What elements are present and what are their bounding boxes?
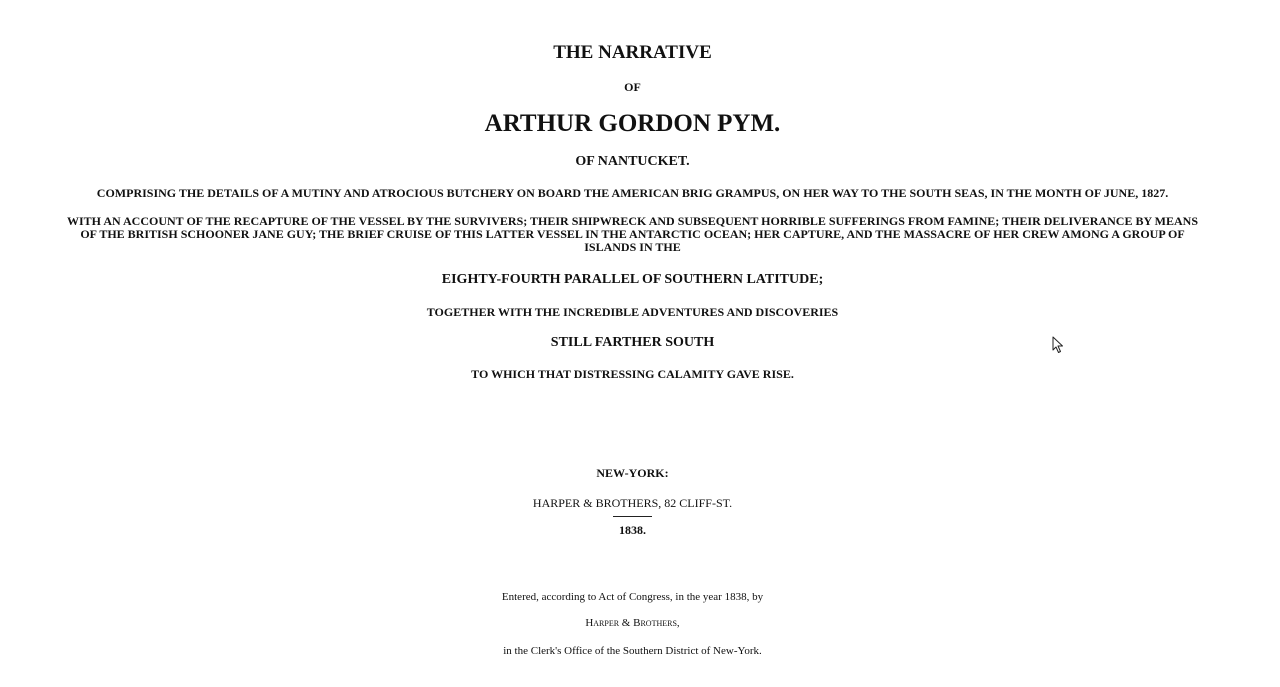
copyright-office: in the Clerk's Office of the Southern District of New-York.	[503, 645, 762, 657]
copyright-holder: Harper & Brothers,	[585, 617, 680, 629]
author-name: ARTHUR GORDON PYM.	[484, 110, 781, 137]
title-of: OF	[624, 80, 641, 94]
book-title: THE NARRATIVE	[553, 42, 712, 63]
account-paragraph: WITH AN ACCOUNT OF THE RECAPTURE OF THE VESSEL BY THE SURVIVERS; THEIR SHIPWRECK AND SUBSEQUENT HORRIBLE SUFFERINGS FROM FAMINE; THEIR DELIVERANCE BY MEANS OF THE BRITISH SCHOONER JANE GUY; THE BRIEF CRUISE OF THIS LATTER VESSEL IN THE ANTARCTIC OCEAN; HER CAPTURE, AND THE MASSACRE OF HER CREW AMONG A GROUP OF ISLANDS IN THE	[66, 214, 1199, 254]
together-line: TOGETHER WITH THE INCREDIBLE ADVENTURES AND DISCOVERIES	[426, 305, 839, 319]
comprising-line: COMPRISING THE DETAILS OF A MUTINY AND ATROCIOUS BUTCHERY ON BOARD THE AMERICAN BRIG GRAMPUS, ON HER WAY TO THE SOUTH SEAS, IN THE MONTH OF JUNE, 1827.	[96, 186, 1169, 200]
imprint-publisher: HARPER & BROTHERS, 82 CLIFF-ST.	[532, 496, 733, 510]
imprint-year: 1838.	[619, 523, 646, 537]
origin-line: OF NANTUCKET.	[575, 154, 690, 169]
imprint-city: NEW-YORK:	[596, 466, 669, 480]
farther-south-line: STILL FARTHER SOUTH	[550, 335, 715, 350]
mouse-pointer-icon	[1052, 336, 1064, 354]
copyright-entered: Entered, according to Act of Congress, in the year 1838, by	[501, 591, 764, 603]
calamity-line: TO WHICH THAT DISTRESSING CALAMITY GAVE RISE.	[471, 367, 794, 381]
imprint-divider	[613, 516, 652, 517]
parallel-line: EIGHTY-FOURTH PARALLEL OF SOUTHERN LATITUDE;	[441, 272, 824, 287]
